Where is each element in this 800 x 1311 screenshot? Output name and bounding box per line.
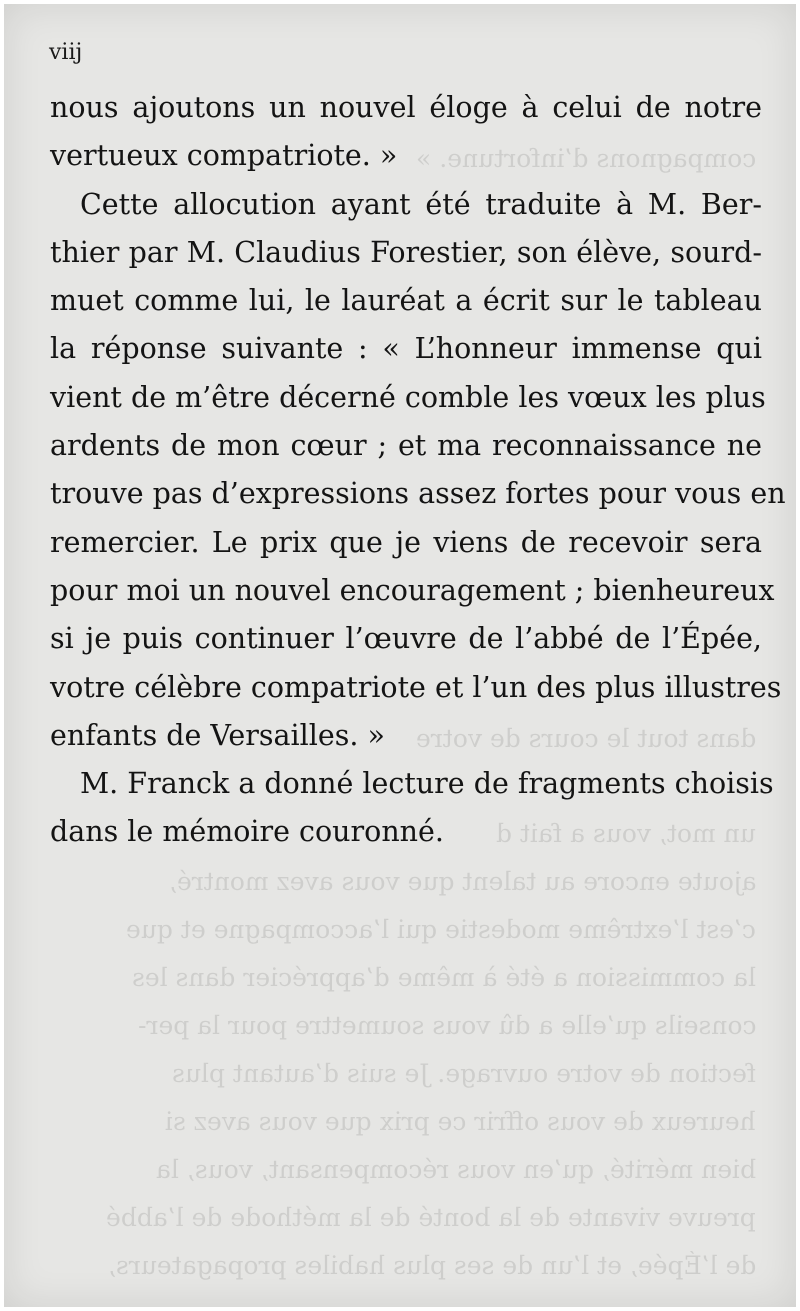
- text-line: la réponse suivante : « L’honneur immense qui: [50, 332, 762, 366]
- text-line: M. Franck a donné lecture de fragments choisis: [80, 767, 774, 801]
- body-text: [50, 84, 786, 857]
- text-line: Cette allocution ayant été traduite à M. Ber-: [80, 187, 762, 221]
- book-page: [4, 4, 796, 1307]
- text-line: trouve pas d’expressions assez fortes pour vous en: [50, 477, 786, 511]
- text-line: nous ajoutons un nouvel éloge à celui de notre: [50, 91, 762, 124]
- text-line: ardents de mon cœur ; et ma reconnaissance ne: [50, 429, 762, 463]
- text-line: muet comme lui, le lauréat a écrit sur le tableau: [50, 284, 762, 318]
- text-line: si je puis continuer l’œuvre de l’abbé de l’Épée,: [50, 622, 762, 656]
- text-line: vertueux compatriote. »: [50, 139, 398, 173]
- text-line: vient de m’être décerné comble les vœux les plus: [50, 380, 766, 414]
- text-line: dans le mémoire couronné.: [50, 815, 444, 849]
- text-line: remercier. Le prix que je viens de recevoir sera: [50, 525, 762, 559]
- text-line: enfants de Versailles. »: [50, 718, 385, 752]
- text-line: votre célèbre compatriote et l’un des plus illustres: [50, 670, 782, 704]
- show-through-text: compagnons d’infortune. » dans tout le cours de votre un mot, vous a fait d ajoute encore au talent que vous avez montré, c’est l’extrême modestie qui l’accompagne et que la commission a été à même d’apprécier dans les conseils qu’elle a dû vous soumettre pour la per- fection de votre ouvrage. Je suis d’autant plus heureux de vous offrir ce prix que vous avez si bien mérité, qu’en vous récompensant, vous, la preuve vivante de la bonté de la méthode de l’abbé de l’Épée, et l’un de ses plus habiles propagateurs,: [106, 144, 756, 1280]
- text-line: thier par M. Claudius Forestier, son élève, sourd-: [50, 235, 762, 269]
- text-line: pour moi un nouvel encouragement ; bienheureux: [50, 573, 775, 607]
- page-number: viij: [49, 40, 83, 65]
